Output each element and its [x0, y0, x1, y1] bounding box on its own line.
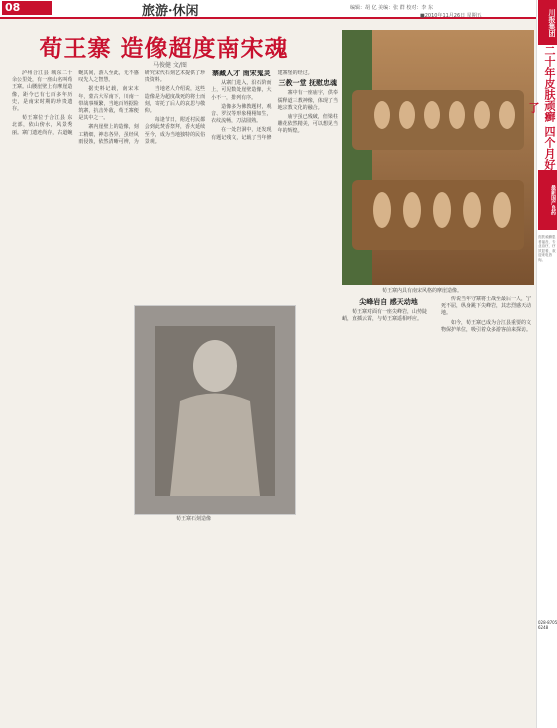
- right-column-text: [342, 296, 534, 716]
- ad-slogan: 二十年皮肤顽癣 四个月好了: [527, 45, 556, 170]
- paragraph: 寨中有一座庙宇，供奉儒释道三教神像，体现了当地宗教文化的融合。: [277, 90, 338, 111]
- paragraph: 造像多为佛教题材，观音、罗汉等形象栩栩如生，衣纹流畅，刀法圆熟。: [211, 103, 272, 125]
- side-advertisement: [527, 0, 557, 728]
- ad-band-sub: 最新国产良药: [538, 170, 557, 230]
- paragraph: 从寨门进入，沿石阶而上，可见数处崖壁造像，大小不一，排列有序。: [211, 80, 272, 101]
- ad-body-text: 皮肤顽癣患者福音，专业治疗，疗效显著，欢迎来电咨询。: [538, 235, 556, 262]
- cliff-carving-image: [342, 30, 534, 285]
- cliff-photo-caption: 荀王寨内具有南宋风格的摩崖造像。: [382, 288, 463, 294]
- paragraph: 庙宇虽已残破，但梁柱雕花依然精美，可以想见当年的辉煌。: [277, 114, 338, 135]
- paragraph: 传说当年守寨将士战至最后一人，宁死不屈，纵身跳下尖峰岩，其忠烈感天动地。: [441, 296, 532, 317]
- article-author: 马俊健 文/图: [153, 62, 187, 69]
- section-heading: 尖峰岩自 感天动地: [359, 298, 418, 306]
- edition-date: ■2010年11月26日 星期五: [420, 13, 482, 19]
- statue-photo: [134, 305, 296, 515]
- paragraph: 当地老人介绍说，这些造像是为超度战死的将士而刻，寄托了后人的哀思与敬仰。: [144, 86, 206, 115]
- paragraph: 如今，荀王寨已成为合江县重要的文物保护单位，吸引着众多游客前来探访。: [441, 319, 532, 333]
- paragraph: 荀王寨位于合江县 东北部，依山傍水，风景秀丽。寨门遗迹尚存，古道蜿蜒其间，游人至此，无不感叹先人之智慧。: [12, 70, 139, 136]
- paragraph: 寨内崖壁上的造像，刻工精细，神态各异，虽经风雨侵蚀，依然清晰可辨，为研究宋代石刻艺术提供了珍贵资料。: [78, 70, 206, 145]
- section-heading: 三教一堂 抚慰忠魂: [278, 79, 337, 88]
- ad-band-top: 川报集团: [538, 0, 557, 45]
- paragraph: 每逢节日，附近村民都会到此焚香祭拜，香火延续至今，成为当地独特的民俗景观。: [144, 117, 206, 145]
- article-headline: 荀王寨 造像超度南宋魂: [39, 35, 289, 62]
- editor-credits: 编辑：胡 亿 美编：张 群 校对：李 东: [350, 5, 433, 11]
- page-header: [0, 0, 557, 19]
- section-title: 旅游·休闲: [142, 4, 199, 19]
- ad-phone: 028-87056248: [538, 620, 557, 630]
- paragraph: 泸州合江县 城东二十余公里处，有一座山名叫荀王寨。山腰崖壁上有摩崖造像，距今已有七百多年历史，是南宋时期的珍贵遗存。: [12, 70, 73, 113]
- paragraph: 据史料记载，南宋末年，蒙古大军南下，川南一带战事频繁，当地百姓据险筑寨，抗击外敌，荀王寨便是其中之一。: [78, 86, 139, 122]
- page-number: 08: [2, 1, 52, 15]
- paragraph: 荀王寨对面有一座尖峰岩，山势陡峭，直插云霄，与荀王寨遥相呼应。: [342, 309, 428, 323]
- statue-photo-caption: 荀王寨石刻造像: [176, 516, 212, 522]
- section-heading: 寨藏人才 南宋鬼灵: [212, 70, 271, 77]
- cliff-carving-photo: [342, 30, 534, 285]
- paragraph: 在一处岩洞中，还发现有题记残文，记载了当年修建寨堡的经过。: [211, 70, 313, 141]
- statue-image: [135, 306, 295, 514]
